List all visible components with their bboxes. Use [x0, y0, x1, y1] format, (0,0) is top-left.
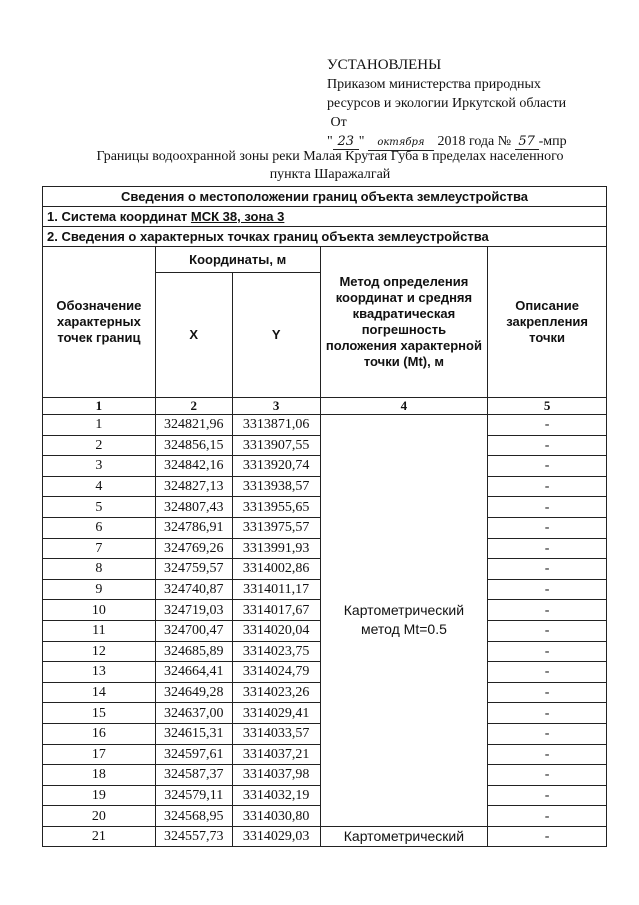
coord-x: 324769,26 [155, 538, 232, 559]
coord-y: 3314024,79 [232, 662, 320, 683]
coord-y: 3314033,57 [232, 723, 320, 744]
document-title-line-1: Границы водоохранной зоны реки Малая Крутая Губа в пределах населенного [96, 149, 564, 164]
point-description: - [488, 806, 607, 827]
coord-x: 324597,61 [155, 744, 232, 765]
point-description: - [488, 641, 607, 662]
point-number: 17 [43, 744, 156, 765]
order-suffix: -мпр [538, 134, 567, 149]
point-description: - [488, 538, 607, 559]
point-description: - [488, 826, 607, 847]
point-number: 11 [43, 620, 156, 641]
point-number: 1 [43, 415, 156, 436]
coordinate-system-row: 1. Система координат МСК 38, зона 3 [43, 207, 607, 227]
column-number: 4 [320, 398, 488, 415]
coord-y: 3313871,06 [232, 415, 320, 436]
coord-y: 3314029,41 [232, 703, 320, 724]
document-title [40, 148, 620, 184]
point-number: 5 [43, 497, 156, 518]
boundary-points-table [42, 186, 607, 847]
approval-line-1: Приказом министерства природных [327, 77, 541, 92]
point-number: 9 [43, 579, 156, 600]
point-number: 10 [43, 600, 156, 621]
point-number: 19 [43, 785, 156, 806]
coord-x: 324649,28 [155, 682, 232, 703]
order-number: 57 [515, 135, 539, 150]
point-number: 12 [43, 641, 156, 662]
point-description: - [488, 703, 607, 724]
coord-x: 324568,95 [155, 806, 232, 827]
coord-y: 3313955,65 [232, 497, 320, 518]
point-description: - [488, 785, 607, 806]
point-number: 3 [43, 456, 156, 477]
coord-y: 3314029,03 [232, 826, 320, 847]
coord-x: 324685,89 [155, 641, 232, 662]
coord-x: 324821,96 [155, 415, 232, 436]
points-section-title: 2. Сведения о характерных точках границ объекта землеустройства [43, 227, 607, 247]
point-description: - [488, 497, 607, 518]
header-description: Описание закрепления точки [488, 247, 607, 398]
column-number: 5 [488, 398, 607, 415]
point-description: - [488, 662, 607, 683]
point-number: 13 [43, 662, 156, 683]
order-year: 2018 года № [437, 134, 512, 149]
coord-y: 3314020,04 [232, 620, 320, 641]
point-description: - [488, 415, 607, 436]
coord-x: 324807,43 [155, 497, 232, 518]
point-number: 20 [43, 806, 156, 827]
coord-y: 3313907,55 [232, 435, 320, 456]
coord-y: 3313975,57 [232, 517, 320, 538]
document-title-line-2: пункта Шаражалгай [269, 167, 391, 182]
coord-x: 324557,73 [155, 826, 232, 847]
coordinate-system-value: МСК 38, зона 3 [190, 209, 285, 224]
point-number: 16 [43, 723, 156, 744]
header-point: Обозначение характерных точек границ [43, 247, 156, 398]
coord-y: 3314032,19 [232, 785, 320, 806]
column-number: 2 [155, 398, 232, 415]
header-x: X [155, 273, 232, 398]
coord-y: 3314023,26 [232, 682, 320, 703]
coord-x: 324740,87 [155, 579, 232, 600]
column-number: 3 [232, 398, 320, 415]
method-line-1: Картометрический [343, 602, 465, 619]
coord-y: 3314030,80 [232, 806, 320, 827]
point-description: - [488, 765, 607, 786]
coord-x: 324786,91 [155, 517, 232, 538]
column-number-row [43, 398, 607, 415]
coord-y: 3313920,74 [232, 456, 320, 477]
method-line-2: метод Mt=0.5 [360, 621, 447, 638]
point-description: - [488, 744, 607, 765]
method-cell: Картометрический [320, 826, 488, 847]
point-description: - [488, 435, 607, 456]
point-description: - [488, 723, 607, 744]
coord-x: 324587,37 [155, 765, 232, 786]
coord-y: 3314011,17 [232, 579, 320, 600]
header-y: Y [232, 273, 320, 398]
coord-x: 324637,00 [155, 703, 232, 724]
point-number: 4 [43, 476, 156, 497]
coord-y: 3314023,75 [232, 641, 320, 662]
method-cell [320, 415, 488, 827]
point-description: - [488, 456, 607, 477]
coord-y: 3314037,98 [232, 765, 320, 786]
point-number: 7 [43, 538, 156, 559]
section-title: Сведения о местоположении границ объекта землеустройства [43, 187, 607, 207]
point-number: 8 [43, 559, 156, 580]
point-description: - [488, 682, 607, 703]
point-number: 15 [43, 703, 156, 724]
table-row [43, 415, 607, 436]
coord-x: 324842,16 [155, 456, 232, 477]
coord-x: 324664,41 [155, 662, 232, 683]
order-day: 23 [333, 135, 359, 150]
point-description: - [488, 620, 607, 641]
coord-x: 324700,47 [155, 620, 232, 641]
coord-x: 324579,11 [155, 785, 232, 806]
coord-x: 324759,57 [155, 559, 232, 580]
point-number: 2 [43, 435, 156, 456]
column-number: 1 [43, 398, 156, 415]
coord-y: 3314002,86 [232, 559, 320, 580]
point-description: - [488, 579, 607, 600]
coord-x: 324615,31 [155, 723, 232, 744]
coord-x: 324827,13 [155, 476, 232, 497]
point-number: 18 [43, 765, 156, 786]
coord-y: 3313991,93 [232, 538, 320, 559]
header-method: Метод определения координат и средняя квадратическая погрешность положения характерной точки (Mt), м [320, 247, 488, 398]
point-description: - [488, 517, 607, 538]
approval-line-2: ресурсов и экологии Иркутской области [327, 96, 567, 111]
approval-date-line: " 23 " октября 2018 года № 57 -мпр [327, 134, 567, 149]
approval-block [327, 56, 567, 151]
point-number: 21 [43, 826, 156, 847]
coord-y: 3313938,57 [232, 476, 320, 497]
point-description: - [488, 476, 607, 497]
coord-y: 3314037,21 [232, 744, 320, 765]
table-row [43, 826, 607, 847]
point-number: 14 [43, 682, 156, 703]
coord-x: 324719,03 [155, 600, 232, 621]
coord-y: 3314017,67 [232, 600, 320, 621]
approval-from: От [330, 115, 347, 130]
approval-heading: УСТАНОВЛЕНЫ [327, 57, 442, 73]
point-description: - [488, 559, 607, 580]
header-coordinates: Координаты, м [155, 247, 320, 273]
point-number: 6 [43, 517, 156, 538]
coord-x: 324856,15 [155, 435, 232, 456]
point-description: - [488, 600, 607, 621]
order-month: октября [368, 136, 434, 151]
